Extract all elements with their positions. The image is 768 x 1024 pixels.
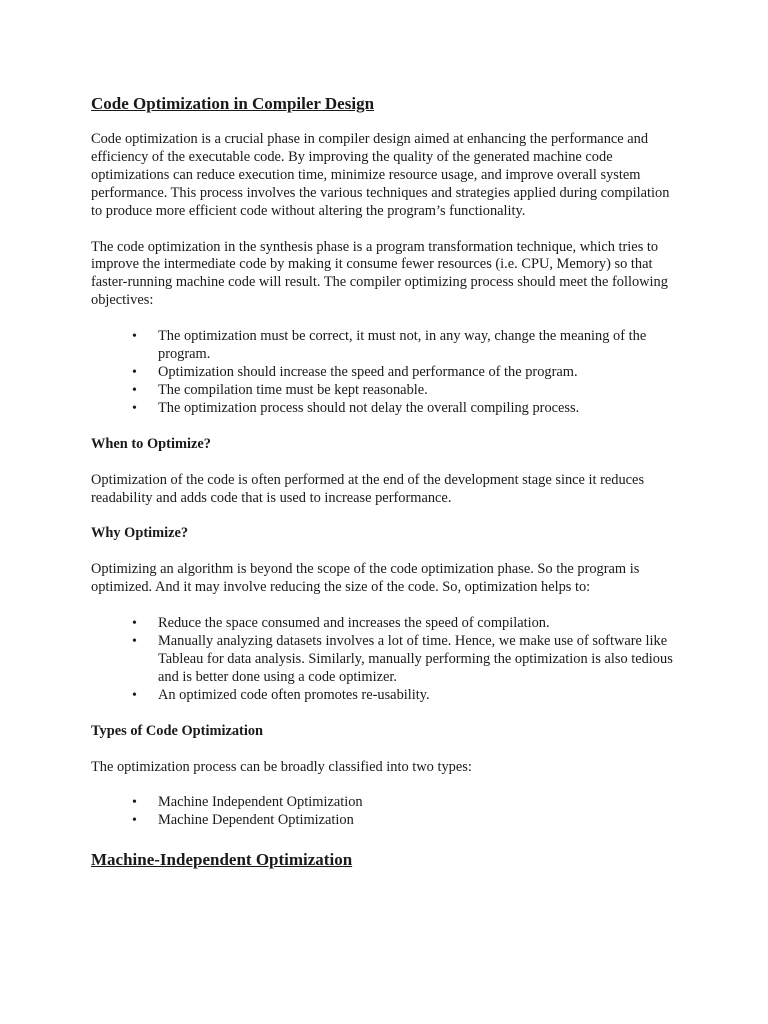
- synthesis-paragraph: The code optimization in the synthesis phase is a program transformation technique, which tries to improve the intermediate code by making it consume fewer resources (i.e. CPU, Memory) so that faster-running machine code will result. The compiler optimizing process should meet the following objectives:: [91, 238, 668, 309]
- list-item: • The optimization process should not delay the overall compiling process.: [132, 399, 580, 416]
- list-item: • An optimized code often promotes re-usability.: [132, 686, 430, 703]
- intro-paragraph: Code optimization is a crucial phase in compiler design aimed at enhancing the performance and efficiency of the executable code. By improving the quality of the generated machine code optimizations can reduce execution time, minimize resource usage, and improve overall system performance. This process involves the various techniques and strategies applied during compilation to produce more efficient code without altering the program’s functionality.: [91, 131, 670, 219]
- bullet-icon: •: [132, 364, 137, 380]
- types-list: [91, 794, 681, 830]
- why-list: [91, 615, 681, 705]
- bullet-icon: •: [132, 687, 137, 703]
- page-title: Code Optimization in Compiler Design: [91, 94, 375, 113]
- document-page: [91, 92, 681, 872]
- bullet-icon: •: [132, 634, 137, 650]
- bullet-icon: •: [132, 382, 137, 398]
- list-item: • Machine Independent Optimization: [132, 794, 363, 811]
- list-item: • Machine Dependent Optimization: [132, 812, 354, 829]
- list-item: • Reduce the space consumed and increases the speed of compilation.: [132, 615, 550, 632]
- when-heading: When to Optimize?: [91, 435, 211, 452]
- objectives-list: [91, 328, 681, 418]
- why-heading: Why Optimize?: [91, 525, 189, 542]
- when-paragraph: Optimization of the code is often performed at the end of the development stage since it reduces readability and adds code that is used to increase performance.: [91, 471, 645, 506]
- types-paragraph: The optimization process can be broadly classified into two types:: [91, 758, 472, 775]
- bullet-icon: •: [132, 400, 137, 416]
- bullet-icon: •: [132, 329, 137, 345]
- bullet-icon: •: [132, 813, 137, 829]
- list-item: • The compilation time must be kept reasonable.: [132, 381, 428, 398]
- list-item: • Manually analyzing datasets involves a lot of time. Hence, we make use of software like Tableau for data analysis. Similarly, manually performing the optimization is also tedious and is better done using a code optimizer.: [132, 633, 673, 685]
- types-heading: Types of Code Optimization: [91, 722, 264, 739]
- bullet-icon: •: [132, 795, 137, 811]
- bullet-icon: •: [132, 616, 137, 632]
- list-item: • The optimization must be correct, it must not, in any way, change the meaning of the program.: [132, 328, 647, 363]
- list-item: • Optimization should increase the speed and performance of the program.: [132, 363, 578, 380]
- section-heading: Machine-Independent Optimization: [91, 850, 353, 870]
- why-paragraph: Optimizing an algorithm is beyond the scope of the code optimization phase. So the program is optimized. And it may involve reducing the size of the code. So, optimization helps to:: [91, 561, 640, 596]
